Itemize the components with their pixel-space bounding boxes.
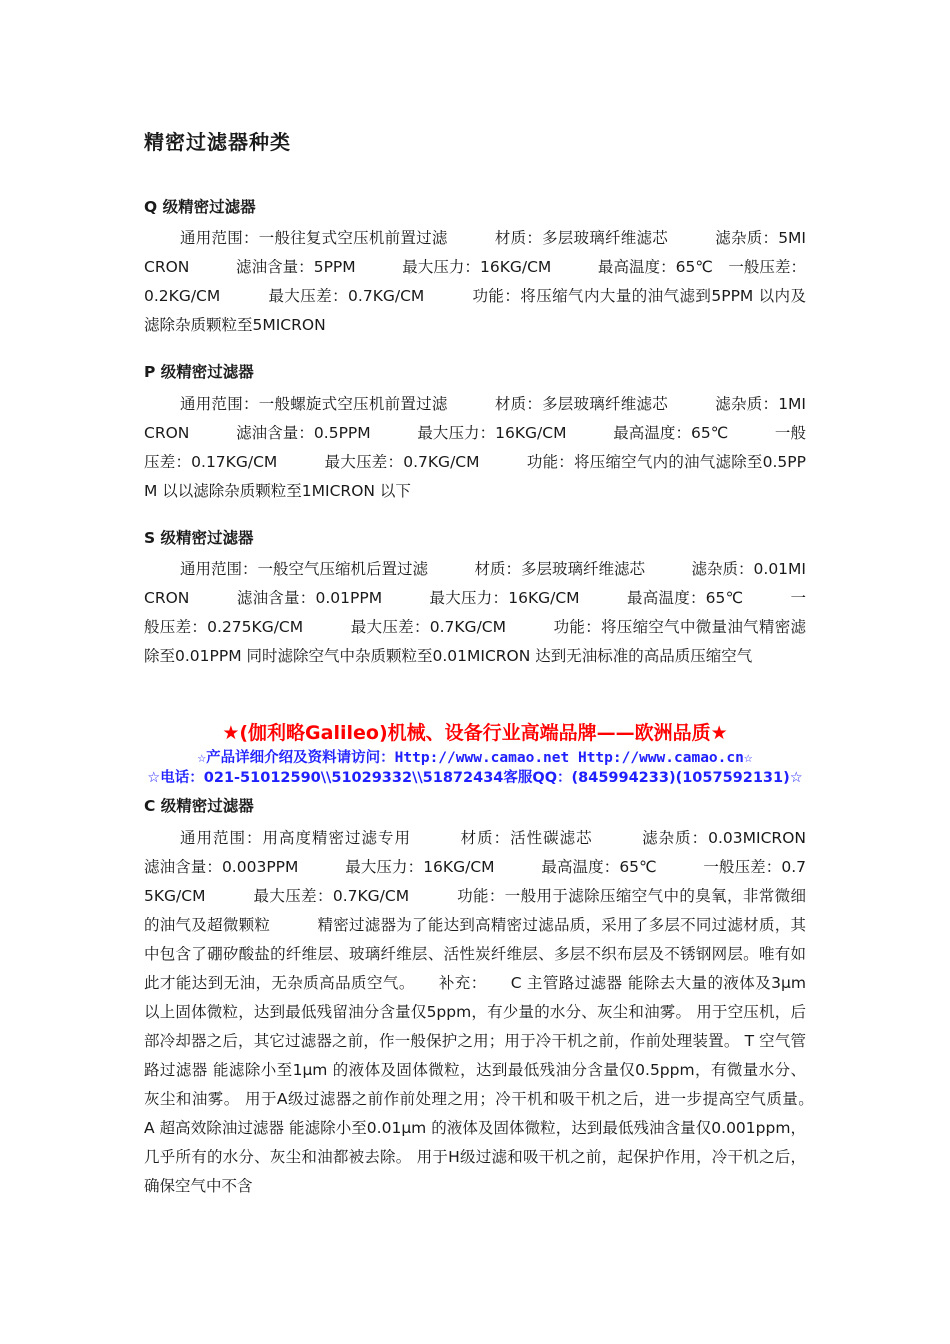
section-text-c: 通用范围：用高度精密过滤专用 材质：活性碳滤芯 滤杂质：0.03MICRON 滤油含量：0.003PPM 最大压力：16KG/CM 最高温度：65℃ 一般压差：0.75KG/CM 最大压差：0.7KG/CM 功能：一般用于滤除压缩空气中的臭氧，非常微细的油气及超微颗粒 精密过滤器为了能达到高精密过滤品质，采用了多层不同过滤材质，其中包含了硼矽酸盐的纤维层、玻璃纤维层、活性炭纤维层、多层不织布层及不锈钢网层。唯有如此才能达到无油，无杂质高品质空气。 补充： C 主管路过滤器 能除去大量的液体及3μm 以上固体微粒，达到最低残留油分含量仅5ppm，有少量的水分、灰尘和油雾。 用于空压机，后部冷却器之后，其它过滤器之前，作一般保护之用；用于冷干机之前，作前处理装置。 T 空气管路过滤器 能滤除小至1μm 的液体及固体微粒，达到最低残油分含量仅0.5ppm，有微量水分、灰尘和油雾。 用于A级过滤器之前作前处理之用；冷干机和吸干机之后，进一步提高空气质量。 A 超高效除油过滤器 能滤除小至0.01μm 的液体及固体微粒，达到最低残油含量仅0.001ppm，几乎所有的水分、灰尘和油都被去除。 用于H级过滤和吸干机之前，起保护作用，冷干机之后，确保空气中不含 bbox=[144, 829, 853, 1195]
brand-banner-contact: ☆电话：021-51012590\\51029332\\51872434客服QQ：(845994233)(1057592131)☆ bbox=[147, 770, 803, 786]
section-title-q: Q 级精密过滤器 bbox=[144, 198, 256, 216]
section-text-q: 通用范围：一般往复式空压机前置过滤 材质：多层玻璃纤维滤芯 滤杂质：5MICRON 滤油含量：5PPM 最大压力：16KG/CM 最高温度：65℃ 一般压差：0.2KG/CM 最大压差：0.7KG/CM 功能：将压缩气内大量的油气滤到5PPM 以内及滤除杂质颗粒至5MICRON bbox=[144, 229, 806, 334]
brand-banner-title: ★(伽利略Galileo)机械、设备行业高端品牌——欧洲品质★ bbox=[222, 722, 728, 744]
section-title-c: C 级精密过滤器 bbox=[144, 797, 254, 815]
section-title-s: S 级精密过滤器 bbox=[144, 529, 254, 547]
section-text-p: 通用范围：一般螺旋式空压机前置过滤 材质：多层玻璃纤维滤芯 滤杂质：1MICRON 滤油含量：0.5PPM 最大压力：16KG/CM 最高温度：65℃ 一般压差：0.17KG/CM 最大压差：0.7KG/CM 功能：将压缩空气内的油气滤除至0.5PPM 以以滤除杂质颗粒至1MICRON 以下 bbox=[144, 395, 806, 500]
document-title: 精密过滤器种类 bbox=[144, 130, 291, 154]
brand-banner-website: ☆产品详细介绍及资料请访问：Http://www.camao.net Http://www.camao.cn☆ bbox=[197, 750, 753, 766]
section-title-p: P 级精密过滤器 bbox=[144, 363, 254, 381]
section-text-s: 通用范围：一般空气压缩机后置过滤 材质：多层玻璃纤维滤芯 滤杂质：0.01MICRON 滤油含量：0.01PPM 最大压力：16KG/CM 最高温度：65℃ 一般压差：0.275KG/CM 最大压差：0.7KG/CM 功能：将压缩空气中微量油气精密滤除至0.01PPM 同时滤除空气中杂质颗粒至0.01MICRON 达到无油标准的高品质压缩空气 bbox=[144, 560, 806, 665]
